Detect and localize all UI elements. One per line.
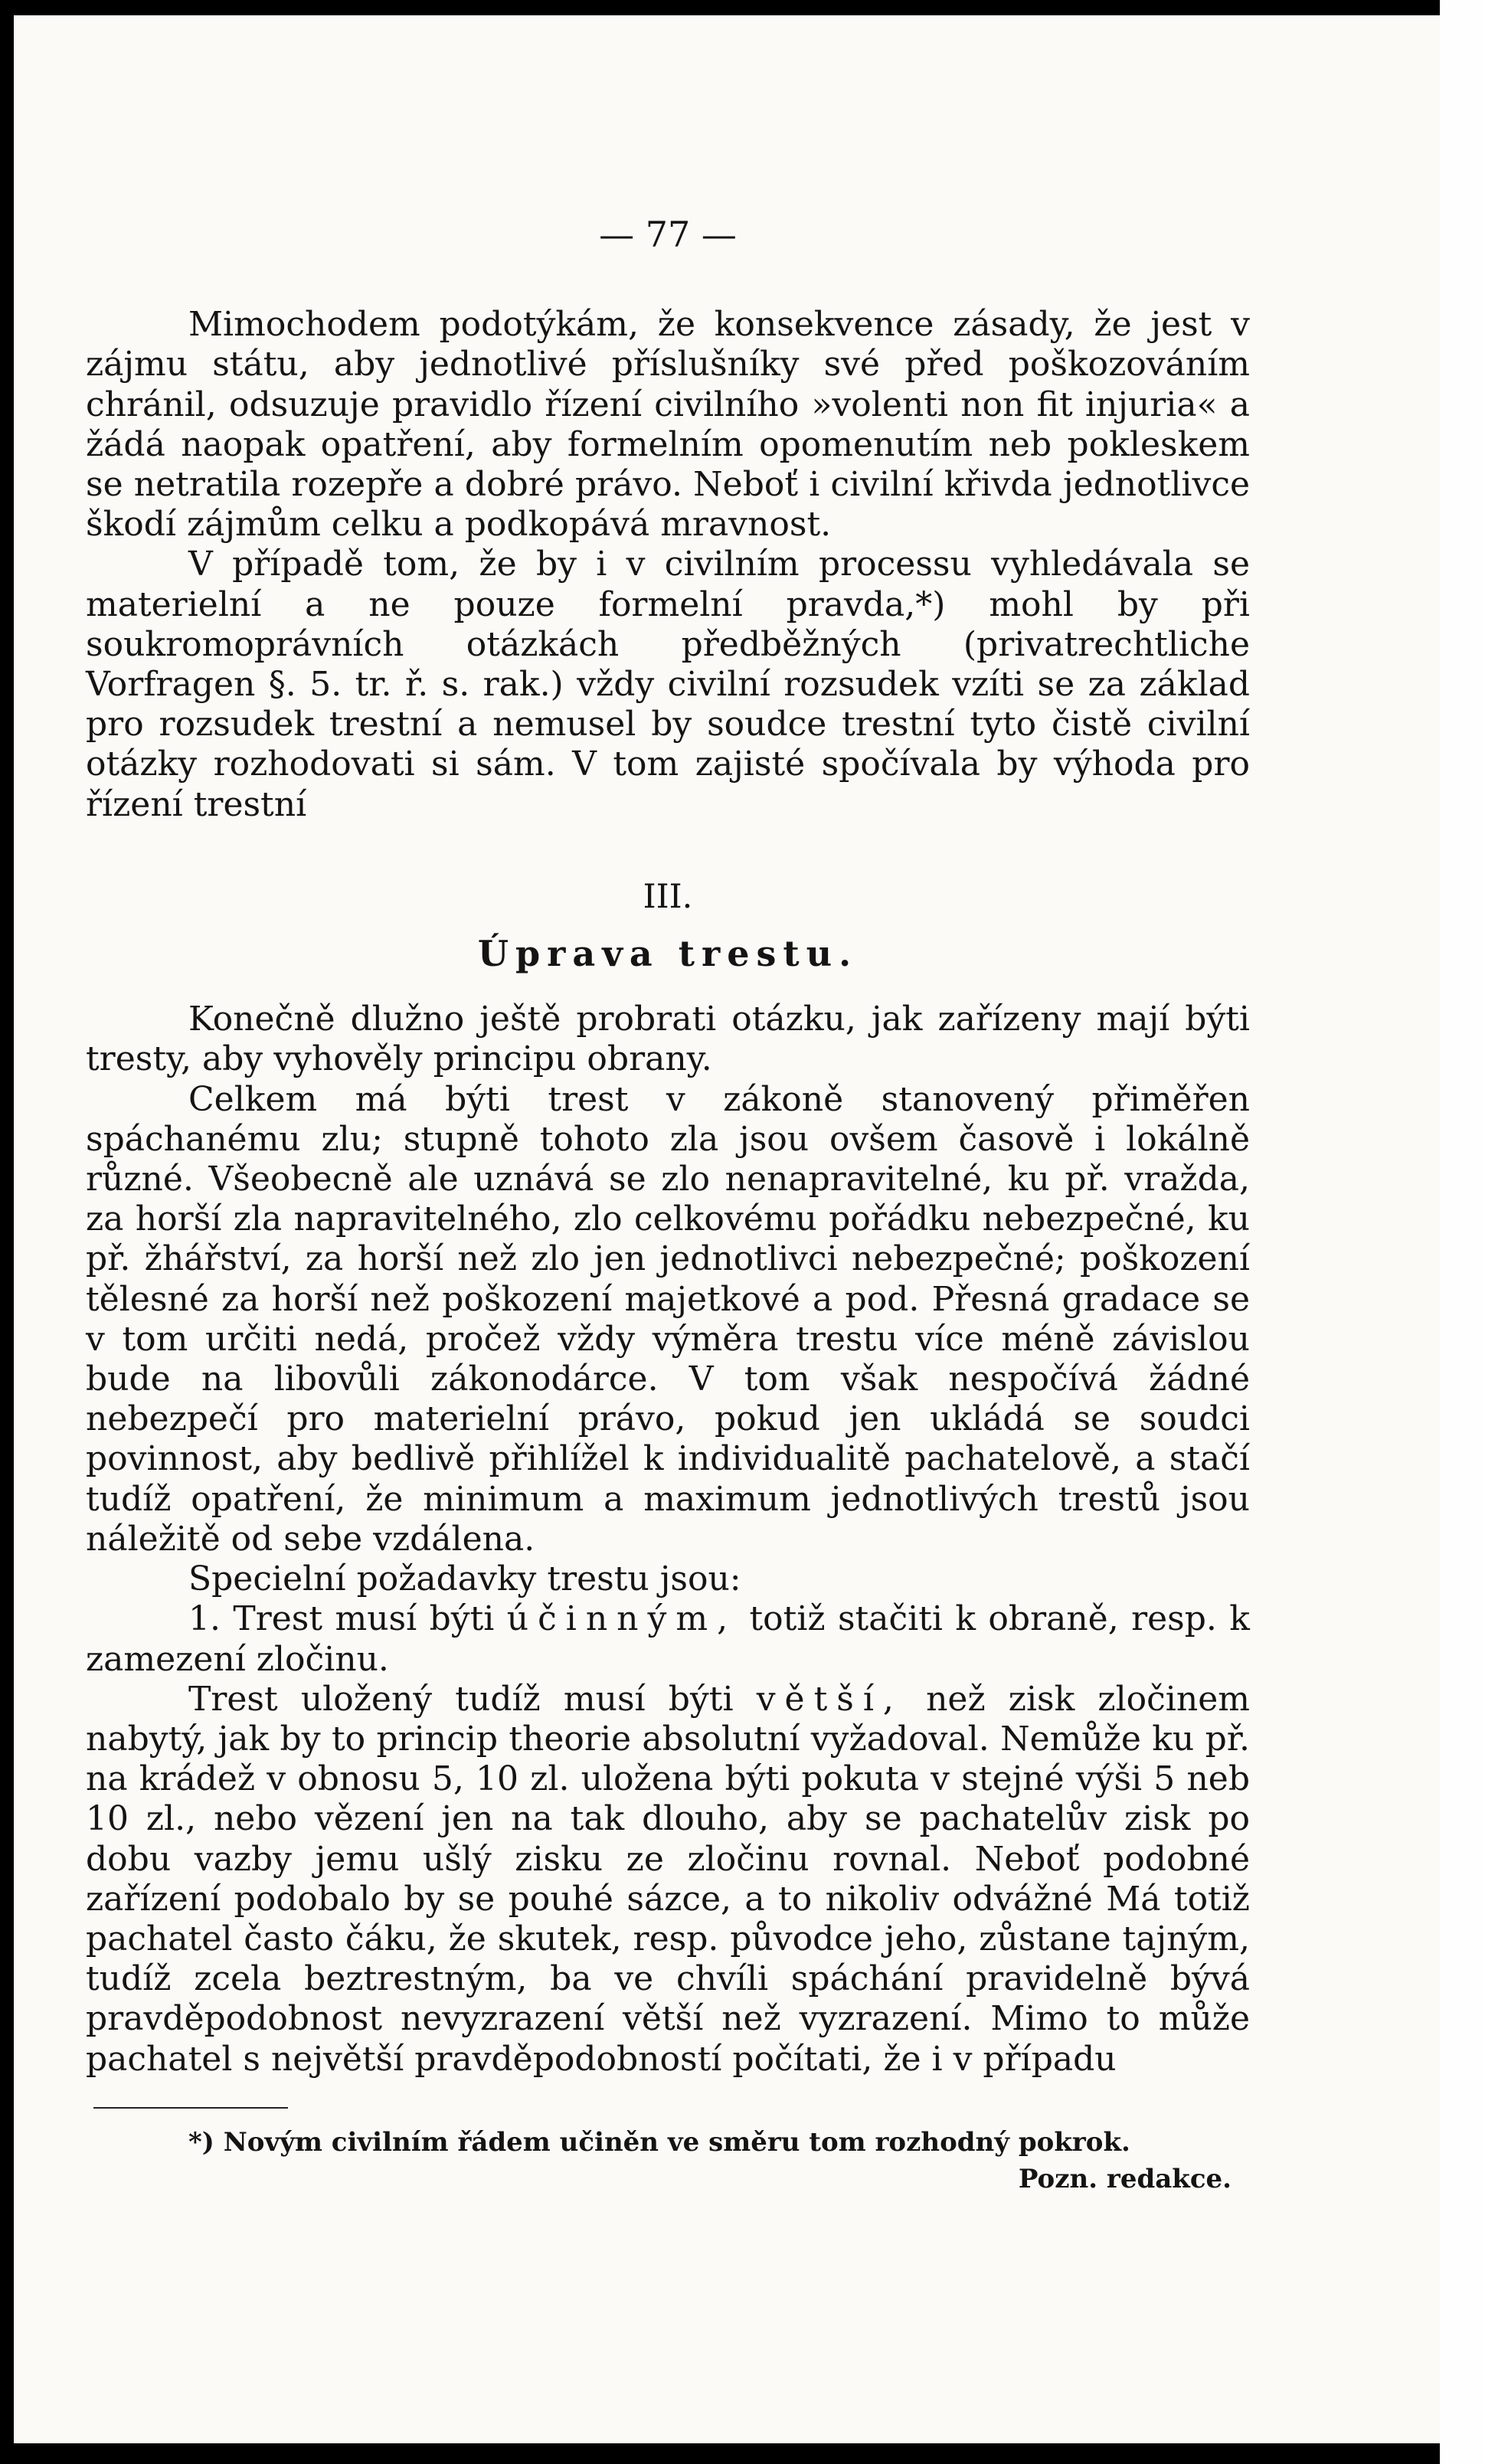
item-suffix: totiž stačiti k obraně, resp. k zamezení zločinu. <box>86 1599 1250 1679</box>
scan-margin <box>1440 0 1485 2464</box>
paragraph: Specielní požadavky trestu jsou: <box>188 1559 741 1599</box>
footnote-signature: Pozn. redakce. <box>1018 2163 1232 2194</box>
section-title: Úprava trestu. <box>477 933 859 975</box>
paragraph-suffix: než zisk zločinem nabytý, jak by to princip theorie absolutní vyžadoval. Nemůže ku př. na krádež v obnosu 5, 10 zl. uložena býti pokuta v stejné výši 5 neb 10 zl., nebo vězení jen na tak dlouho, aby se pachatelův zisk po dobu vazby jemu ušlý zisku ze zločinu rovnal. Neboť podobné zařízení podobalo by se pouhé sázce, a to nikoliv odvážné Má totiž pachatel často čáku, že skutek, resp. původce jeho, zůstane tajným, tudíž zcela beztrestným, ba ve chvíli spáchání pravidelně bývá pravděpodobnost nevyzrazení větší než vyzrazení. Mimo to může pachatel s největší pravděpodobností počítati, že i v případu <box>86 1679 1250 2079</box>
page-number: — 77 — <box>599 214 737 255</box>
item-prefix: 1. Trest musí býti <box>188 1599 495 1639</box>
paragraph: V případě tom, že by i v civilním processu vyhledávala se materielní a ne pouze formelní pravda,*) mohl by při soukromoprávních otázkách předběžných (privatrechtliche Vorfragen §. 5. tr. ř. s. rak.) vždy civilní rozsudek vzíti se za základ pro rozsudek trestní a nemusel by soudce trestní tyto čistě civilní otázky rozhodovati si sám. V tom zajisté spočívala by výhoda pro řízení trestní <box>86 545 1250 824</box>
page-content <box>86 153 1250 2199</box>
paragraph <box>86 1680 1250 2080</box>
paragraph: Celkem má býti trest v zákoně stanovený přiměřen spáchanému zlu; stupně tohoto zla jsou ovšem časově i lokálně různé. Všeobecně ale uznává se zlo nenapravitelné, ku př. vražda, za horší zla napravitelného, zlo celkovému pořádku nebezpečné, ku př. žhářství, za horší než zlo jen jednotlivci nebezpečné; poškození tělesné za horší než poškození majetkové a pod. Přesná gradace se v tom určiti nedá, pročež vždy výměra trestu více méně závislou bude na libovůli zákonodárce. V tom však nespočívá žádné nebezpečí pro materielní právo, pokud jen ukládá se soudci povinnost, aby bedlivě přihlížel k individualitě pachatelově, a stačí tudíž opatření, že minimum a maximum jednotlivých trestů jsou náležitě od sebe vzdálena. <box>86 1079 1250 1559</box>
paragraph: Mimochodem podotýkám, že konsekvence zásady, že jest v zájmu státu, aby jednotlivé příslušníky své před poškozováním chránil, odsuzuje pravidlo řízení civilního »volenti non fit injuria« a žádá naopak opatření, aby formelním opomenutím neb pokleskem se netratila rozepře a dobré právo. Neboť i civilní křivda jednotlivce škodí zájmům celku a podkopává mravnost. <box>86 305 1250 545</box>
paragraph: Konečně dlužno ještě probrati otázku, jak zařízeny mají býti tresty, aby vyhověly principu obrany. <box>86 1000 1250 1079</box>
emphasis: účinným, <box>506 1599 738 1639</box>
footnote-rule <box>93 2107 288 2109</box>
footnote: *) Novým civilním řádem učiněn ve směru tom rozhodný pokrok. <box>188 2126 1130 2158</box>
section-number: III. <box>643 877 693 916</box>
list-item <box>86 1599 1250 1679</box>
paragraph-prefix: Trest uložený tudíž musí býti <box>188 1679 734 1719</box>
emphasis: větší, <box>756 1679 903 1719</box>
